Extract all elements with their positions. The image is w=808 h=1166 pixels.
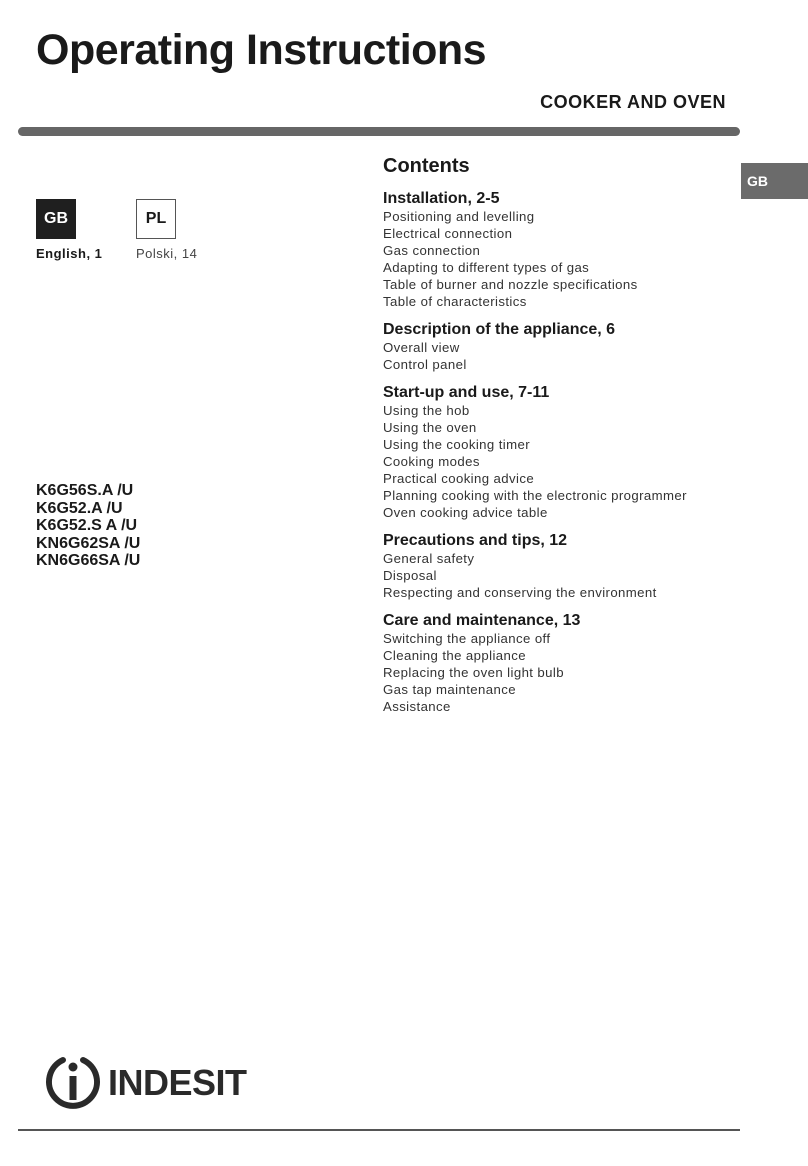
toc-item[interactable]: Assistance: [383, 699, 451, 714]
toc-item[interactable]: Gas tap maintenance: [383, 682, 516, 697]
toc-item[interactable]: Table of burner and nozzle specifications: [383, 277, 638, 292]
table-of-contents: [383, 155, 723, 725]
toc-item[interactable]: Switching the appliance off: [383, 631, 551, 646]
toc-section-installation: [383, 189, 723, 310]
model-item: K6G56S.A /U: [36, 482, 134, 499]
toc-section-title[interactable]: Precautions and tips, 12: [383, 532, 568, 549]
model-list: [36, 482, 140, 570]
toc-section-title[interactable]: Start-up and use, 7-11: [383, 384, 550, 401]
top-divider: [18, 127, 740, 136]
toc-section-title[interactable]: Installation, 2-5: [383, 190, 500, 207]
contents-heading: Contents: [383, 155, 470, 177]
toc-item[interactable]: Adapting to different types of gas: [383, 260, 590, 275]
language-label-english[interactable]: English, 1: [36, 246, 103, 261]
toc-item[interactable]: Control panel: [383, 357, 467, 372]
toc-item[interactable]: Planning cooking with the electronic programmer: [383, 488, 687, 503]
language-tab: GB: [741, 163, 808, 199]
page-title: Operating Instructions: [36, 26, 487, 74]
language-box-gb[interactable]: GB: [36, 199, 76, 239]
toc-item[interactable]: Respecting and conserving the environment: [383, 585, 657, 600]
model-item: K6G52.S A /U: [36, 517, 138, 534]
model-item: K6G52.A /U: [36, 499, 123, 517]
toc-item[interactable]: Practical cooking advice: [383, 471, 535, 486]
language-box-pl[interactable]: PL: [136, 199, 176, 239]
toc-item[interactable]: Disposal: [383, 568, 437, 583]
toc-item[interactable]: Using the oven: [383, 420, 477, 435]
brand-logo: [44, 1054, 247, 1112]
toc-section-care: [383, 611, 723, 715]
toc-item[interactable]: Cooking modes: [383, 454, 480, 469]
toc-item[interactable]: Replacing the oven light bulb: [383, 665, 564, 680]
toc-section-description: [383, 320, 723, 373]
toc-item[interactable]: Using the cooking timer: [383, 437, 530, 452]
toc-section-title[interactable]: Care and maintenance, 13: [383, 612, 581, 629]
toc-item[interactable]: Electrical connection: [383, 226, 513, 241]
indesit-logo-icon: [44, 1054, 102, 1112]
language-label-polski[interactable]: Polski, 14: [136, 246, 198, 261]
bottom-divider: [18, 1129, 740, 1131]
toc-item[interactable]: Gas connection: [383, 243, 481, 258]
toc-item[interactable]: Overall view: [383, 340, 460, 355]
brand-name: INDESIT: [108, 1062, 247, 1103]
toc-item[interactable]: General safety: [383, 551, 475, 566]
toc-item[interactable]: Positioning and levelling: [383, 209, 535, 224]
model-item: KN6G66SA /U: [36, 552, 141, 569]
toc-item[interactable]: Oven cooking advice table: [383, 505, 548, 520]
toc-item[interactable]: Using the hob: [383, 403, 470, 418]
toc-section-precautions: [383, 531, 723, 601]
page-subtitle: COOKER AND OVEN: [540, 92, 726, 112]
toc-item[interactable]: Cleaning the appliance: [383, 648, 526, 663]
toc-item[interactable]: Table of characteristics: [383, 294, 527, 309]
toc-section-startup: [383, 383, 723, 521]
model-item: KN6G62SA /U: [36, 534, 141, 552]
toc-section-title[interactable]: Description of the appliance, 6: [383, 321, 616, 338]
